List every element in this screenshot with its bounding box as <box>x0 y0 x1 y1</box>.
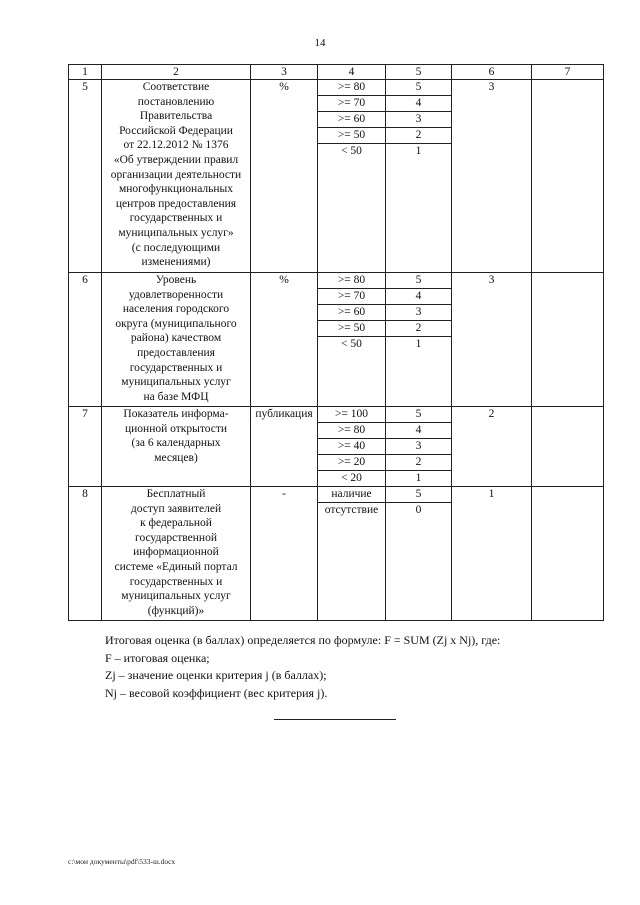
unit-cell: % <box>251 80 318 273</box>
header-cell: 7 <box>532 65 604 80</box>
criterion-name-line: информационной <box>133 546 219 559</box>
table-row <box>69 407 604 487</box>
header-cell: 2 <box>102 65 251 80</box>
criterion-name-line: многофункциональных <box>118 183 234 196</box>
criterion-name-line: (за 6 календарных <box>131 437 221 450</box>
weight-cell: 2 <box>452 407 532 487</box>
criterion-name <box>102 80 251 273</box>
weight-cell: 1 <box>452 487 532 621</box>
criterion-name-line: государственных и <box>129 361 223 374</box>
range-value: отсутствие <box>324 504 379 516</box>
row-number: 5 <box>69 80 102 273</box>
score-value: 0 <box>415 504 422 516</box>
range-value: >= 60 <box>318 112 385 128</box>
formula-line: Итоговая оценка (в баллах) определяется по формуле: F = SUM (Zj x Nj), где: <box>105 633 501 647</box>
criterion-name-line: Соответствие <box>142 81 210 93</box>
score-value: 1 <box>415 472 422 484</box>
score-cell <box>386 407 452 487</box>
range-value: < 50 <box>341 145 362 157</box>
header-cell: 1 <box>69 65 102 80</box>
range-value: >= 70 <box>318 289 385 305</box>
formula-definition-nj: Nj – весовой коэффициент (вес критерия j). <box>105 685 328 700</box>
criterion-name-line: удовлетворенности <box>128 288 224 301</box>
criterion-name-line: системе «Единый портал <box>114 560 238 573</box>
criterion-name <box>102 407 251 487</box>
empty-cell <box>532 407 604 487</box>
criterion-name-line: от 22.12.2012 № 1376 <box>123 139 229 152</box>
empty-cell <box>532 273 604 407</box>
criterion-name-line: (с последующими <box>131 241 221 254</box>
criterion-name-line: муниципальных услуг» <box>118 226 234 239</box>
header-cell: 4 <box>318 65 386 80</box>
score-value: 1 <box>415 145 422 157</box>
criterion-name <box>102 273 251 407</box>
criterion-name-line: населения городского <box>122 303 230 316</box>
range-cell <box>318 80 386 273</box>
range-value: >= 70 <box>318 96 385 112</box>
header-cell: 3 <box>251 65 318 80</box>
row-number: 6 <box>69 273 102 407</box>
score-value: 4 <box>386 423 451 439</box>
table-row <box>69 80 604 273</box>
criterion-name-line: Показатель информа- <box>123 408 229 420</box>
range-value: наличие <box>318 487 385 503</box>
score-value: 5 <box>386 487 451 503</box>
criterion-name-line: муниципальных услуг <box>121 590 231 603</box>
range-cell <box>318 407 386 487</box>
row-number: 7 <box>69 407 102 487</box>
criterion-name <box>102 487 251 621</box>
criterion-name-line: постановлению <box>137 95 215 108</box>
criterion-name-line: изменениями) <box>141 256 211 269</box>
unit-cell: % <box>251 273 318 407</box>
score-value: 3 <box>386 112 451 128</box>
range-value: >= 40 <box>318 439 385 455</box>
criteria-table <box>68 64 604 621</box>
empty-cell <box>532 80 604 273</box>
table-header-row <box>69 65 604 80</box>
score-value: 5 <box>386 80 451 96</box>
score-value: 3 <box>386 439 451 455</box>
criterion-name-line: муниципальных услуг <box>121 376 231 389</box>
criterion-name-line: государственной <box>135 531 217 544</box>
score-value: 2 <box>386 321 451 337</box>
empty-cell <box>532 487 604 621</box>
range-value: >= 100 <box>318 407 385 423</box>
header-cell: 5 <box>386 65 452 80</box>
table-row <box>69 487 604 621</box>
range-value: >= 60 <box>318 305 385 321</box>
range-value: >= 20 <box>318 455 385 471</box>
score-value: 1 <box>415 338 422 350</box>
criterion-name-line: Бесплатный <box>146 488 206 500</box>
score-cell <box>386 80 452 273</box>
score-cell <box>386 273 452 407</box>
criterion-name-line: района) качеством <box>130 332 222 345</box>
weight-cell: 3 <box>452 273 532 407</box>
criterion-name-line: Уровень <box>155 274 197 286</box>
unit-cell: публикация <box>251 407 318 487</box>
unit-cell: - <box>251 487 318 621</box>
table-row <box>69 273 604 407</box>
header-cell: 6 <box>452 65 532 80</box>
criterion-name-line: предоставления <box>137 346 215 359</box>
range-cell <box>318 273 386 407</box>
range-value: >= 50 <box>318 321 385 337</box>
criterion-name-line: на базе МФЦ <box>143 390 209 403</box>
range-value: >= 50 <box>318 128 385 144</box>
criterion-name-line: Российской Федерации <box>119 124 233 137</box>
range-value: >= 80 <box>318 423 385 439</box>
row-number: 8 <box>69 487 102 621</box>
score-value: 2 <box>386 128 451 144</box>
criterion-name-line: (функций)» <box>147 604 205 617</box>
footer-file-path: c:\мои документы\pdf\533-ш.docx <box>68 857 176 866</box>
range-value: >= 80 <box>318 273 385 289</box>
formula-definition-zj: Zj – значение оценки критерия j (в баллах); <box>105 668 327 682</box>
score-value: 5 <box>386 407 451 423</box>
criterion-name-line: «Об утверждении правил <box>113 153 239 166</box>
score-value: 4 <box>386 289 451 305</box>
criterion-name-line: к федеральной <box>140 517 212 530</box>
score-cell <box>386 487 452 621</box>
criterion-name-line: центров предоставления <box>115 197 237 210</box>
range-value: < 20 <box>341 472 362 484</box>
score-value: 5 <box>386 273 451 289</box>
range-value: >= 80 <box>318 80 385 96</box>
criterion-name-line: месяцев) <box>154 451 198 464</box>
criterion-name-line: Правительства <box>139 110 213 123</box>
score-value: 3 <box>386 305 451 321</box>
separator-line <box>274 719 396 720</box>
criterion-name-line: государственных и <box>129 212 223 225</box>
weight-cell: 3 <box>452 80 532 273</box>
score-value: 4 <box>386 96 451 112</box>
score-value: 2 <box>386 455 451 471</box>
criterion-name-line: округа (муниципального <box>115 317 237 330</box>
criterion-name-line: организации деятельности <box>110 168 242 181</box>
range-cell <box>318 487 386 621</box>
criterion-name-line: государственных и <box>129 575 223 588</box>
page-number: 14 <box>314 37 326 49</box>
formula-definition-f: F – итоговая оценка; <box>105 650 210 665</box>
criterion-name-line: ционной открытости <box>124 422 228 435</box>
formula-block <box>105 632 585 702</box>
range-value: < 50 <box>341 338 362 350</box>
criterion-name-line: доступ заявителей <box>130 502 222 515</box>
